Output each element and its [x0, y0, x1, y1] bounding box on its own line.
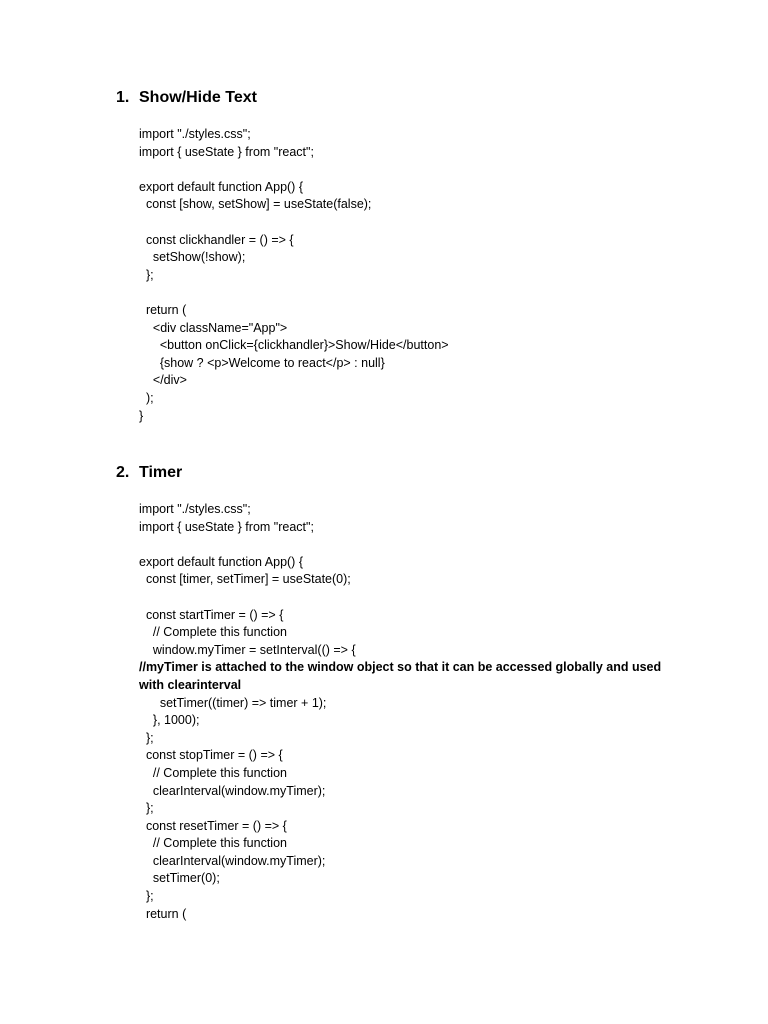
code-line: const [timer, setTimer] = useState(0);	[139, 572, 351, 587]
code-line: return (	[139, 906, 187, 921]
code-line: }, 1000);	[139, 713, 200, 728]
code-line: import "./styles.css";	[139, 127, 251, 141]
code-comment-line: //myTimer is attached to the window object so that it can be accessed globally and used with clearinterval	[139, 660, 665, 692]
section-2-title: Timer	[139, 464, 183, 481]
code-line: };	[139, 267, 154, 282]
section-2-heading	[116, 463, 182, 483]
code-line: window.myTimer = setInterval(() => {	[139, 642, 356, 657]
code-line: import "./styles.css";	[139, 502, 251, 516]
code-line	[139, 589, 679, 607]
code-line: };	[139, 801, 154, 816]
code-line: export default function App() {	[139, 554, 303, 569]
code-line	[139, 536, 679, 554]
code-line: // Complete this function	[139, 765, 287, 780]
code-line: const resetTimer = () => {	[139, 818, 287, 833]
code-line: // Complete this function	[139, 836, 287, 851]
code-line: </div>	[139, 373, 187, 388]
section-1-title: Show/Hide Text	[139, 89, 257, 106]
code-line: };	[139, 889, 154, 904]
code-line: }	[139, 408, 144, 423]
code-line: clearInterval(window.myTimer);	[139, 783, 326, 798]
code-line	[139, 161, 679, 179]
code-line: export default function App() {	[139, 179, 303, 194]
code-line	[139, 284, 679, 302]
code-line: setTimer((timer) => timer + 1);	[139, 695, 327, 710]
code-line: <button onClick={clickhandler}>Show/Hide</button>	[139, 338, 449, 353]
code-line: return (	[139, 302, 187, 317]
section-1-heading	[116, 88, 257, 108]
code-line: // Complete this function	[139, 625, 287, 640]
code-line: setTimer(0);	[139, 871, 220, 886]
code-line: );	[139, 390, 154, 405]
code-line: const stopTimer = () => {	[139, 748, 283, 763]
code-line: const startTimer = () => {	[139, 607, 284, 622]
code-line	[139, 214, 679, 232]
code-line: import { useState } from "react";	[139, 519, 314, 534]
section-2-code-block	[139, 501, 679, 923]
section-1-number: 1.	[116, 89, 130, 106]
section-2-number: 2.	[116, 464, 130, 481]
code-line: const clickhandler = () => {	[139, 232, 294, 247]
code-line: {show ? <p>Welcome to react</p> : null}	[139, 355, 385, 370]
code-line: };	[139, 730, 154, 745]
section-1-code-block	[139, 126, 679, 425]
code-line: import { useState } from "react";	[139, 144, 314, 159]
code-line: const [show, setShow] = useState(false);	[139, 197, 372, 212]
code-line: setShow(!show);	[139, 250, 246, 265]
code-line: clearInterval(window.myTimer);	[139, 853, 326, 868]
code-line: <div className="App">	[139, 320, 288, 335]
